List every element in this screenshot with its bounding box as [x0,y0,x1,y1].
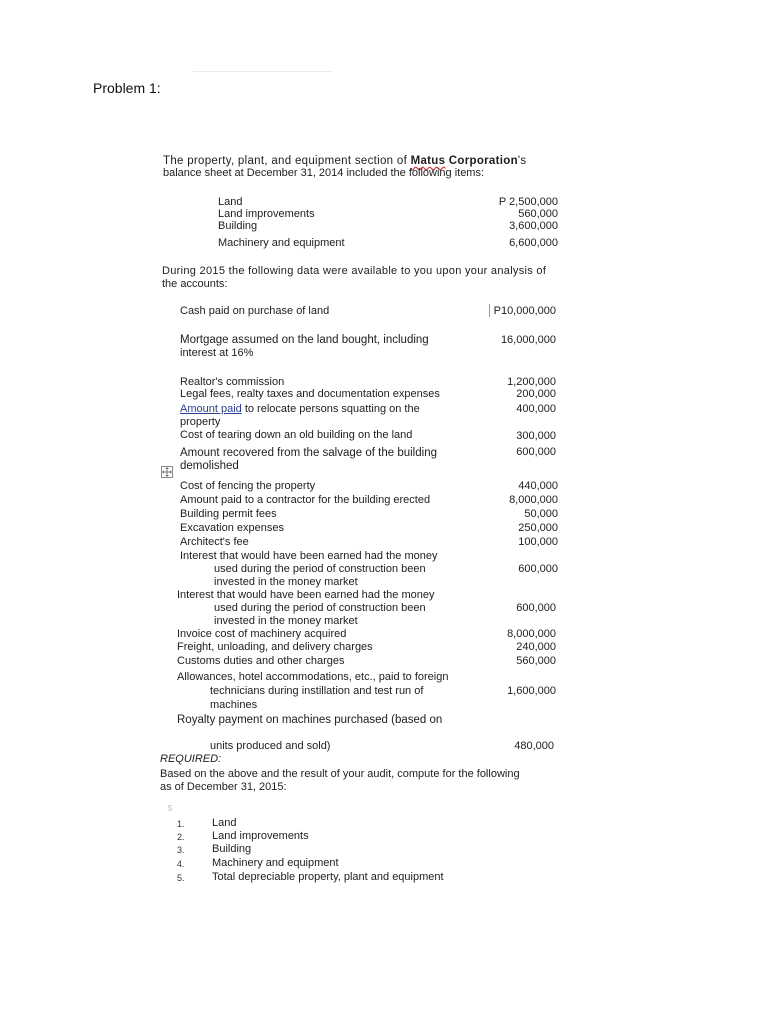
item-teardown-amount: 300,000 [516,430,556,442]
balance-amount-building: 3,600,000 [509,220,558,232]
required-heading: REQUIRED: [160,753,222,765]
required-line-2: as of December 31, 2015: [160,781,287,793]
item-permit-amount: 50,000 [524,508,558,520]
item-mortgage-amount: 16,000,000 [500,334,556,346]
intro-line-1 [163,155,526,167]
item-freight-amount: 240,000 [516,641,556,653]
balance-amount-land: P 2,500,000 [498,196,558,208]
table-move-handle-icon[interactable] [161,466,173,478]
item-salvage-amount: 600,000 [516,446,556,458]
balance-label-machinery: Machinery and equipment [218,237,345,249]
item-interest2-label-2: used during the period of construction been [214,602,426,614]
item-interest2-label-3: invested in the money market [214,615,358,627]
item-interest1-label-1: Interest that would have been earned had the money [180,550,438,562]
item-royalty-amount: 480,000 [514,740,554,752]
during-line-1: During 2015 the following data were available to you upon your analysis of [162,265,547,277]
item-legal-amount: 200,000 [516,388,556,400]
list-label-land-improvements: Land improvements [212,830,309,842]
move-arrows-icon [162,467,172,477]
item-contractor-label: Amount paid to a contractor for the building erected [180,494,431,506]
item-mortgage-label-1: Mortgage assumed on the land bought, including [180,334,429,346]
item-customs-amount: 560,000 [516,655,556,667]
list-num-3: 3. [177,845,185,855]
intro-text-post: 's [517,155,527,167]
item-mortgage-label-2: interest at 16% [180,347,254,359]
company-name-a: Matus [410,155,446,167]
item-invoice-amount: 8,000,000 [507,628,556,640]
item-cash-land-amount: P10,000,000 [493,305,556,317]
item-excavation-label: Excavation expenses [180,522,284,534]
item-teardown-label: Cost of tearing down an old building on the land [180,429,413,441]
item-interest1-label-2: used during the period of construction been [214,563,426,575]
item-interest1-amount: 600,000 [518,563,558,575]
balance-label-building: Building [218,220,258,232]
list-label-total-depreciable: Total depreciable property, plant and equipment [212,871,444,883]
company-name-b: Corporation [445,155,518,167]
list-num-1: 1. [177,819,185,829]
item-allowances-amount: 1,600,000 [507,685,556,697]
item-relocate-amount: 400,000 [516,403,556,415]
item-royalty-label-2: units produced and sold) [210,740,331,752]
item-invoice-label: Invoice cost of machinery acquired [177,628,347,640]
required-line-1: Based on the above and the result of your audit, compute for the following [160,768,520,780]
item-contractor-amount: 8,000,000 [509,494,558,506]
balance-amount-machinery: 6,600,000 [509,237,558,249]
item-interest1-label-3: invested in the money market [214,576,358,588]
item-relocate-text: to relocate persons squatting on the [241,403,420,415]
amount-paid-link[interactable]: Amount paid [180,403,242,415]
list-num-5: 5. [177,873,185,883]
during-line-2: the accounts: [162,278,228,290]
item-salvage-label-1: Amount recovered from the salvage of the building [180,447,437,459]
problem-title: Problem 1: [93,80,161,96]
item-fencing-label: Cost of fencing the property [180,480,316,492]
text-cursor [489,304,490,317]
item-relocate-label-2: property [180,416,221,428]
list-label-land: Land [212,817,237,829]
list-label-building: Building [212,843,252,855]
balance-amount-land-improvements: 560,000 [518,208,558,220]
item-excavation-amount: 250,000 [518,522,558,534]
item-relocate-label-1 [180,403,420,415]
balance-label-land: Land [218,196,243,208]
item-permit-label: Building permit fees [180,508,277,520]
item-freight-label: Freight, unloading, and delivery charges [177,641,373,653]
company-name [411,155,518,167]
list-num-4: 4. [177,859,185,869]
item-royalty-label-1: Royalty payment on machines purchased (based on [177,714,443,726]
item-interest2-label-1: Interest that would have been earned had the money [177,589,435,601]
top-rule [193,71,333,72]
item-legal-label: Legal fees, realty taxes and documentation expenses [180,388,440,400]
item-realtor-label: Realtor's commission [180,376,285,388]
item-allowances-label-3: machines [210,699,258,711]
list-label-machinery: Machinery and equipment [212,857,339,869]
item-salvage-label-2: demolished [180,460,239,472]
item-architect-label: Architect's fee [180,536,249,548]
item-interest2-amount: 600,000 [516,602,556,614]
item-architect-amount: 100,000 [518,536,558,548]
item-customs-label: Customs duties and other charges [177,655,345,667]
list-num-2: 2. [177,832,185,842]
item-cash-land-label: Cash paid on purchase of land [180,305,330,317]
selection-mark: 5 [168,804,173,813]
intro-text: The property, plant, and equipment section of [163,155,411,167]
item-realtor-amount: 1,200,000 [507,376,556,388]
balance-label-land-improvements: Land improvements [218,208,315,220]
item-allowances-label-2: technicians during instillation and test run of [210,685,424,697]
intro-line-2: balance sheet at December 31, 2014 included the following items: [163,167,485,179]
item-allowances-label-1: Allowances, hotel accommodations, etc., paid to foreign [177,671,449,683]
item-fencing-amount: 440,000 [518,480,558,492]
